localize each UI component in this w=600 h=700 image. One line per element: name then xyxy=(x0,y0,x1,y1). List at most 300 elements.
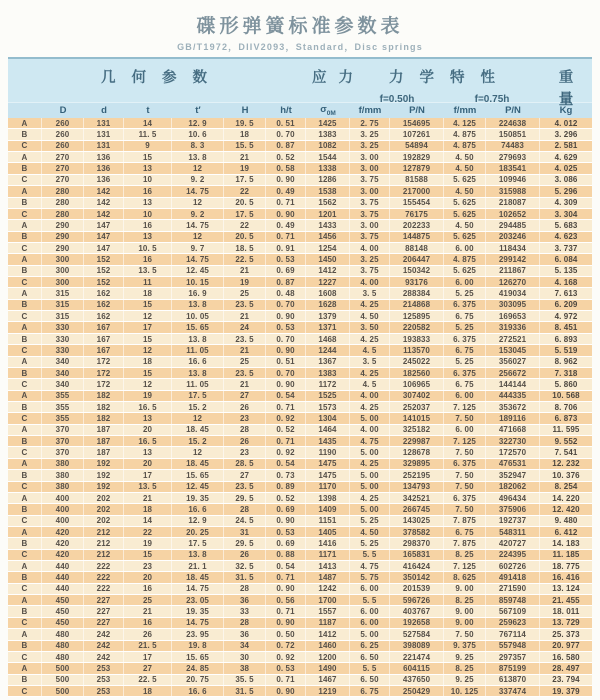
cell-P-N-050: 250429 xyxy=(390,686,444,696)
cell-h-over-t: 0. 88 xyxy=(266,550,306,560)
cell-P-N-050: 266745 xyxy=(390,504,444,514)
cell-H: 17. 5 xyxy=(224,209,266,219)
cell-f-mm-050: 6. 25 xyxy=(350,641,390,651)
cell-sigma-0M: 1383 xyxy=(306,129,350,139)
cell-H: 23. 5 xyxy=(224,300,266,310)
header-weight-top: 重 xyxy=(558,70,574,86)
cell-H: 29. 5 xyxy=(224,538,266,548)
cell-f-mm-075: 5. 25 xyxy=(444,288,486,298)
cell-H: 21 xyxy=(224,379,266,389)
cell-sigma-0M: 1405 xyxy=(306,527,350,537)
table-row xyxy=(8,402,592,413)
cell-f-mm-050: 2. 75 xyxy=(350,118,390,128)
col-head-f-mm-050: f/mm xyxy=(358,105,382,116)
cell-P-N-050: 437650 xyxy=(390,675,444,685)
cell-f-mm-050: 5. 00 xyxy=(350,629,390,639)
table-row xyxy=(8,618,592,629)
cell-f-mm-050: 3. 00 xyxy=(350,163,390,173)
cell-h-over-t: 0. 87 xyxy=(266,141,306,151)
cell-P-N-075: 613870 xyxy=(486,675,540,685)
cell-P-N-050: 325182 xyxy=(390,425,444,435)
cell-t: 10 xyxy=(124,209,172,219)
cell-H: 24. 5 xyxy=(224,516,266,526)
cell-t: 17 xyxy=(124,322,172,332)
cell-Kg: 21. 455 xyxy=(552,595,580,605)
cell-P-N-075: 297357 xyxy=(486,652,540,662)
cell-series: B xyxy=(8,129,42,139)
cell-sigma-0M: 1475 xyxy=(306,459,350,469)
cell-P-N-075: 189116 xyxy=(486,413,540,423)
cell-P-N-050: 202233 xyxy=(390,220,444,230)
cell-t: 13. 5 xyxy=(124,266,172,276)
header-columns-row xyxy=(8,102,592,118)
cell-sigma-0M: 1608 xyxy=(306,288,350,298)
cell-t-prime: 15. 2 xyxy=(172,402,224,412)
cell-H: 23. 5 xyxy=(224,368,266,378)
cell-sigma-0M: 1172 xyxy=(306,379,350,389)
cell-H: 17. 5 xyxy=(224,175,266,185)
table-body xyxy=(8,118,592,697)
table-row xyxy=(8,368,592,379)
cell-sigma-0M: 1082 xyxy=(306,141,350,151)
table-row xyxy=(8,493,592,504)
cell-P-N-050: 398089 xyxy=(390,641,444,651)
cell-series: A xyxy=(8,629,42,639)
cell-Kg: 11. 595 xyxy=(552,425,580,435)
table-row xyxy=(8,641,592,652)
cell-P-N-050: 141015 xyxy=(390,413,444,423)
cell-H: 30 xyxy=(224,652,266,662)
cell-P-N-050: 217000 xyxy=(390,186,444,196)
cell-f-mm-050: 4. 25 xyxy=(350,402,390,412)
cell-f-mm-075: 7. 125 xyxy=(444,436,486,446)
cell-t: 22. 5 xyxy=(124,675,172,685)
cell-t: 16 xyxy=(124,618,172,628)
table-row xyxy=(8,220,592,231)
table-row xyxy=(8,550,592,561)
cell-h-over-t: 0. 71 xyxy=(266,198,306,208)
cell-t: 18 xyxy=(124,686,172,696)
cell-h-over-t: 0. 90 xyxy=(266,686,306,696)
cell-f-mm-050: 3. 75 xyxy=(350,266,390,276)
cell-d: 136 xyxy=(84,152,124,162)
cell-P-N-050: 214868 xyxy=(390,300,444,310)
cell-D: 500 xyxy=(42,686,84,696)
cell-P-N-050: 192829 xyxy=(390,152,444,162)
cell-f-mm-050: 4. 25 xyxy=(350,368,390,378)
cell-t: 15 xyxy=(124,550,172,560)
header-mechanical-group: 力 学 特 性 xyxy=(388,70,502,86)
cell-sigma-0M: 1562 xyxy=(306,198,350,208)
cell-series: C xyxy=(8,516,42,526)
table-row xyxy=(8,572,592,583)
cell-P-N-075: 352947 xyxy=(486,470,540,480)
cell-D: 500 xyxy=(42,663,84,673)
cell-Kg: 25. 373 xyxy=(552,629,580,639)
cell-f-mm-075: 7. 50 xyxy=(444,629,486,639)
cell-Kg: 5. 860 xyxy=(554,379,578,389)
table-row xyxy=(8,129,592,140)
cell-h-over-t: 0. 90 xyxy=(266,516,306,526)
cell-f-mm-050: 6. 50 xyxy=(350,652,390,662)
cell-D: 480 xyxy=(42,629,84,639)
cell-t-prime: 14. 75 xyxy=(172,254,224,264)
cell-D: 330 xyxy=(42,345,84,355)
cell-H: 21 xyxy=(224,311,266,321)
cell-P-N-050: 221474 xyxy=(390,652,444,662)
cell-sigma-0M: 1490 xyxy=(306,663,350,673)
cell-f-mm-050: 3. 00 xyxy=(350,152,390,162)
table-row xyxy=(8,198,592,209)
cell-D: 270 xyxy=(42,163,84,173)
cell-f-mm-075: 5. 25 xyxy=(444,357,486,367)
cell-t-prime: 13. 8 xyxy=(172,550,224,560)
table-row xyxy=(8,595,592,606)
cell-series: B xyxy=(8,163,42,173)
cell-h-over-t: 0. 71 xyxy=(266,572,306,582)
cell-series: C xyxy=(8,379,42,389)
cell-d: 136 xyxy=(84,163,124,173)
cell-series: A xyxy=(8,391,42,401)
cell-f-mm-050: 6. 75 xyxy=(350,686,390,696)
cell-f-mm-050: 6. 00 xyxy=(350,618,390,628)
cell-P-N-050: 220582 xyxy=(390,322,444,332)
cell-P-N-075: 767114 xyxy=(486,629,540,639)
cell-f-mm-050: 5. 25 xyxy=(350,538,390,548)
cell-sigma-0M: 1201 xyxy=(306,209,350,219)
cell-t-prime: 12 xyxy=(172,232,224,242)
cell-D: 480 xyxy=(42,641,84,651)
cell-H: 15. 5 xyxy=(224,141,266,151)
cell-Kg: 28. 497 xyxy=(552,663,580,673)
cell-f-mm-050: 4. 25 xyxy=(350,459,390,469)
cell-h-over-t: 0. 70 xyxy=(266,368,306,378)
cell-P-N-050: 125895 xyxy=(390,311,444,321)
cell-t-prime: 12. 45 xyxy=(172,482,224,492)
cell-D: 340 xyxy=(42,368,84,378)
cell-d: 187 xyxy=(84,425,124,435)
cell-t: 10 xyxy=(124,175,172,185)
cell-Kg: 23. 794 xyxy=(552,675,580,685)
cell-t-prime: 17. 5 xyxy=(172,391,224,401)
cell-sigma-0M: 1464 xyxy=(306,425,350,435)
cell-Kg: 8. 706 xyxy=(554,402,578,412)
cell-P-N-075: 315988 xyxy=(486,186,540,196)
cell-Kg: 19. 379 xyxy=(552,686,580,696)
cell-f-mm-075: 8. 25 xyxy=(444,663,486,673)
cell-series: C xyxy=(8,618,42,628)
cell-h-over-t: 0. 51 xyxy=(266,357,306,367)
cell-sigma-0M: 1544 xyxy=(306,152,350,162)
cell-d: 222 xyxy=(84,561,124,571)
cell-D: 420 xyxy=(42,538,84,548)
cell-h-over-t: 0. 71 xyxy=(266,232,306,242)
cell-P-N-050: 298370 xyxy=(390,538,444,548)
cell-P-N-050: 127879 xyxy=(390,163,444,173)
cell-D: 300 xyxy=(42,277,84,287)
table-row xyxy=(8,379,592,390)
cell-D: 450 xyxy=(42,606,84,616)
cell-Kg: 6. 873 xyxy=(554,414,578,424)
col-head-H: H xyxy=(241,105,249,116)
cell-series: C xyxy=(8,311,42,321)
cell-f-mm-075: 7. 875 xyxy=(444,538,486,548)
cell-P-N-075: 102652 xyxy=(486,209,540,219)
cell-P-N-075: 224638 xyxy=(486,118,540,128)
cell-D: 370 xyxy=(42,447,84,457)
cell-P-N-050: 229987 xyxy=(390,436,444,446)
cell-t: 21 xyxy=(124,493,172,503)
cell-H: 19 xyxy=(224,163,266,173)
cell-series: A xyxy=(8,663,42,673)
cell-f-mm-050: 3. 75 xyxy=(350,232,390,242)
cell-t: 16 xyxy=(124,220,172,230)
cell-f-mm-050: 5. 75 xyxy=(350,572,390,582)
table-row xyxy=(8,288,592,299)
cell-H: 23. 5 xyxy=(224,334,266,344)
header-f050: f=0.50h xyxy=(379,93,415,105)
cell-t-prime: 18. 45 xyxy=(172,425,224,435)
cell-t: 14 xyxy=(124,516,172,526)
table-row xyxy=(8,186,592,197)
cell-sigma-0M: 1573 xyxy=(306,402,350,412)
cell-f-mm-075: 7. 50 xyxy=(444,504,486,514)
cell-sigma-0M: 1170 xyxy=(306,482,350,492)
cell-f-mm-075: 5. 625 xyxy=(444,198,486,208)
cell-f-mm-050: 3. 75 xyxy=(350,209,390,219)
cell-t-prime: 12 xyxy=(172,447,224,457)
cell-D: 290 xyxy=(42,243,84,253)
cell-t: 11. 5 xyxy=(124,129,172,139)
table-row xyxy=(8,118,592,129)
cell-P-N-075: 476531 xyxy=(486,459,540,469)
cell-d: 227 xyxy=(84,606,124,616)
cell-H: 31 xyxy=(224,527,266,537)
cell-t: 13. 5 xyxy=(124,482,172,492)
cell-f-mm-075: 4. 50 xyxy=(444,163,486,173)
cell-D: 370 xyxy=(42,436,84,446)
col-head-h-over-t: h/t xyxy=(280,105,292,116)
cell-f-mm-075: 4. 875 xyxy=(444,129,486,139)
cell-D: 290 xyxy=(42,220,84,230)
cell-P-N-075: 420727 xyxy=(486,538,540,548)
cell-Kg: 3. 086 xyxy=(554,175,578,185)
cell-t: 10. 5 xyxy=(124,243,172,253)
cell-t: 11 xyxy=(124,277,172,287)
cell-P-N-075: 859748 xyxy=(486,595,540,605)
cell-d: 242 xyxy=(84,641,124,651)
cell-P-N-075: 218087 xyxy=(486,198,540,208)
cell-D: 355 xyxy=(42,391,84,401)
cell-t: 18 xyxy=(124,504,172,514)
cell-P-N-050: 416424 xyxy=(390,561,444,571)
cell-h-over-t: 0. 71 xyxy=(266,675,306,685)
cell-P-N-075: 256672 xyxy=(486,368,540,378)
cell-P-N-050: 76175 xyxy=(390,209,444,219)
cell-P-N-075: 153045 xyxy=(486,345,540,355)
cell-t: 15 xyxy=(124,368,172,378)
cell-series: A xyxy=(8,425,42,435)
cell-d: 152 xyxy=(84,277,124,287)
cell-t: 26 xyxy=(124,629,172,639)
cell-D: 270 xyxy=(42,175,84,185)
cell-H: 22 xyxy=(224,220,266,230)
cell-f-mm-075: 8. 25 xyxy=(444,595,486,605)
cell-t-prime: 15. 2 xyxy=(172,436,224,446)
cell-t-prime: 12. 9 xyxy=(172,516,224,526)
cell-D: 400 xyxy=(42,516,84,526)
cell-h-over-t: 0. 90 xyxy=(266,175,306,185)
cell-f-mm-050: 3. 5 xyxy=(350,288,390,298)
cell-t-prime: 16. 6 xyxy=(172,357,224,367)
cell-P-N-075: 272521 xyxy=(486,334,540,344)
cell-P-N-050: 378582 xyxy=(390,527,444,537)
cell-h-over-t: 0. 90 xyxy=(266,345,306,355)
cell-P-N-075: 496434 xyxy=(486,493,540,503)
table-row xyxy=(8,357,592,368)
cell-D: 315 xyxy=(42,288,84,298)
cell-f-mm-075: 6. 375 xyxy=(444,300,486,310)
cell-d: 162 xyxy=(84,311,124,321)
cell-D: 440 xyxy=(42,561,84,571)
cell-h-over-t: 0. 69 xyxy=(266,538,306,548)
cell-Kg: 4. 629 xyxy=(554,152,578,162)
cell-P-N-075: 126270 xyxy=(486,277,540,287)
cell-h-over-t: 0. 73 xyxy=(266,470,306,480)
cell-Kg: 5. 683 xyxy=(554,220,578,230)
cell-t: 16. 5 xyxy=(124,436,172,446)
cell-t-prime: 18. 45 xyxy=(172,459,224,469)
table-row xyxy=(8,436,592,447)
cell-P-N-075: 150851 xyxy=(486,129,540,139)
header-sub-row xyxy=(8,88,592,108)
cell-Kg: 16. 580 xyxy=(552,652,580,662)
cell-Kg: 4. 168 xyxy=(554,277,578,287)
cell-Kg: 20. 977 xyxy=(552,641,580,651)
table-header xyxy=(8,57,592,118)
cell-f-mm-050: 3. 75 xyxy=(350,198,390,208)
cell-f-mm-075: 6. 00 xyxy=(444,243,486,253)
cell-t-prime: 24. 85 xyxy=(172,663,224,673)
cell-h-over-t: 0. 49 xyxy=(266,186,306,196)
cell-Kg: 14. 220 xyxy=(552,493,580,503)
cell-D: 315 xyxy=(42,311,84,321)
cell-f-mm-050: 5. 00 xyxy=(350,504,390,514)
cell-sigma-0M: 1304 xyxy=(306,413,350,423)
table-row xyxy=(8,391,592,402)
cell-t-prime: 14. 75 xyxy=(172,618,224,628)
cell-sigma-0M: 1219 xyxy=(306,686,350,696)
table-row xyxy=(8,345,592,356)
col-head-D: D xyxy=(59,105,67,116)
cell-series: B xyxy=(8,368,42,378)
cell-Kg: 6. 893 xyxy=(554,334,578,344)
cell-P-N-050: 134793 xyxy=(390,482,444,492)
cell-h-over-t: 0. 92 xyxy=(266,447,306,457)
cell-Kg: 7. 541 xyxy=(554,448,578,458)
cell-f-mm-075: 7. 50 xyxy=(444,470,486,480)
page-subtitle: GB/T1972，DIIV2093，Standard，Disc springs xyxy=(177,42,423,52)
cell-P-N-050: 527584 xyxy=(390,629,444,639)
cell-t-prime: 13. 8 xyxy=(172,368,224,378)
cell-d: 202 xyxy=(84,504,124,514)
cell-t: 9 xyxy=(124,141,172,151)
cell-h-over-t: 0. 53 xyxy=(266,663,306,673)
cell-d: 136 xyxy=(84,175,124,185)
cell-f-mm-050: 4. 00 xyxy=(350,243,390,253)
cell-P-N-075: 192737 xyxy=(486,516,540,526)
cell-P-N-075: 118434 xyxy=(486,243,540,253)
cell-d: 187 xyxy=(84,447,124,457)
cell-sigma-0M: 1435 xyxy=(306,436,350,446)
cell-d: 167 xyxy=(84,345,124,355)
cell-t-prime: 18. 45 xyxy=(172,572,224,582)
cell-P-N-075: 319336 xyxy=(486,322,540,332)
cell-t-prime: 16. 9 xyxy=(172,288,224,298)
cell-series: B xyxy=(8,300,42,310)
cell-t-prime: 13. 8 xyxy=(172,334,224,344)
cell-P-N-050: 245022 xyxy=(390,357,444,367)
cell-d: 212 xyxy=(84,527,124,537)
cell-D: 440 xyxy=(42,572,84,582)
cell-t: 21 xyxy=(124,606,172,616)
cell-H: 27 xyxy=(224,470,266,480)
cell-P-N-050: 604115 xyxy=(390,663,444,673)
cell-t: 12 xyxy=(124,379,172,389)
cell-series: C xyxy=(8,413,42,423)
cell-H: 28 xyxy=(224,425,266,435)
cell-d: 131 xyxy=(84,118,124,128)
cell-f-mm-075: 6. 375 xyxy=(444,368,486,378)
cell-f-mm-050: 3. 00 xyxy=(350,220,390,230)
cell-Kg: 4. 012 xyxy=(554,118,578,128)
cell-P-N-075: 203246 xyxy=(486,232,540,242)
cell-h-over-t: 0. 69 xyxy=(266,504,306,514)
cell-d: 222 xyxy=(84,584,124,594)
cell-f-mm-075: 9. 25 xyxy=(444,675,486,685)
cell-f-mm-050: 5. 00 xyxy=(350,447,390,457)
cell-D: 500 xyxy=(42,675,84,685)
cell-sigma-0M: 1628 xyxy=(306,300,350,310)
col-head-t-prime: t′ xyxy=(195,105,201,116)
cell-t: 13 xyxy=(124,198,172,208)
cell-d: 167 xyxy=(84,334,124,344)
cell-P-N-050: 93176 xyxy=(390,277,444,287)
cell-sigma-0M: 1371 xyxy=(306,322,350,332)
cell-h-over-t: 0. 70 xyxy=(266,334,306,344)
cell-P-N-050: 252037 xyxy=(390,402,444,412)
cell-H: 31. 5 xyxy=(224,572,266,582)
table-row xyxy=(8,334,592,345)
cell-Kg: 7. 318 xyxy=(554,368,578,378)
cell-P-N-075: 471668 xyxy=(486,425,540,435)
cell-d: 131 xyxy=(84,141,124,151)
cell-P-N-050: 144875 xyxy=(390,232,444,242)
cell-t: 23 xyxy=(124,561,172,571)
table-row xyxy=(8,175,592,186)
cell-sigma-0M: 1557 xyxy=(306,606,350,616)
cell-D: 480 xyxy=(42,652,84,662)
cell-d: 242 xyxy=(84,629,124,639)
cell-Kg: 10. 376 xyxy=(552,470,580,480)
table-row xyxy=(8,504,592,515)
cell-P-N-075: 259623 xyxy=(486,618,540,628)
cell-H: 21 xyxy=(224,152,266,162)
cell-t-prime: 17. 5 xyxy=(172,538,224,548)
cell-Kg: 5. 135 xyxy=(554,266,578,276)
cell-f-mm-075: 4. 875 xyxy=(444,254,486,264)
cell-t-prime: 10. 15 xyxy=(172,277,224,287)
